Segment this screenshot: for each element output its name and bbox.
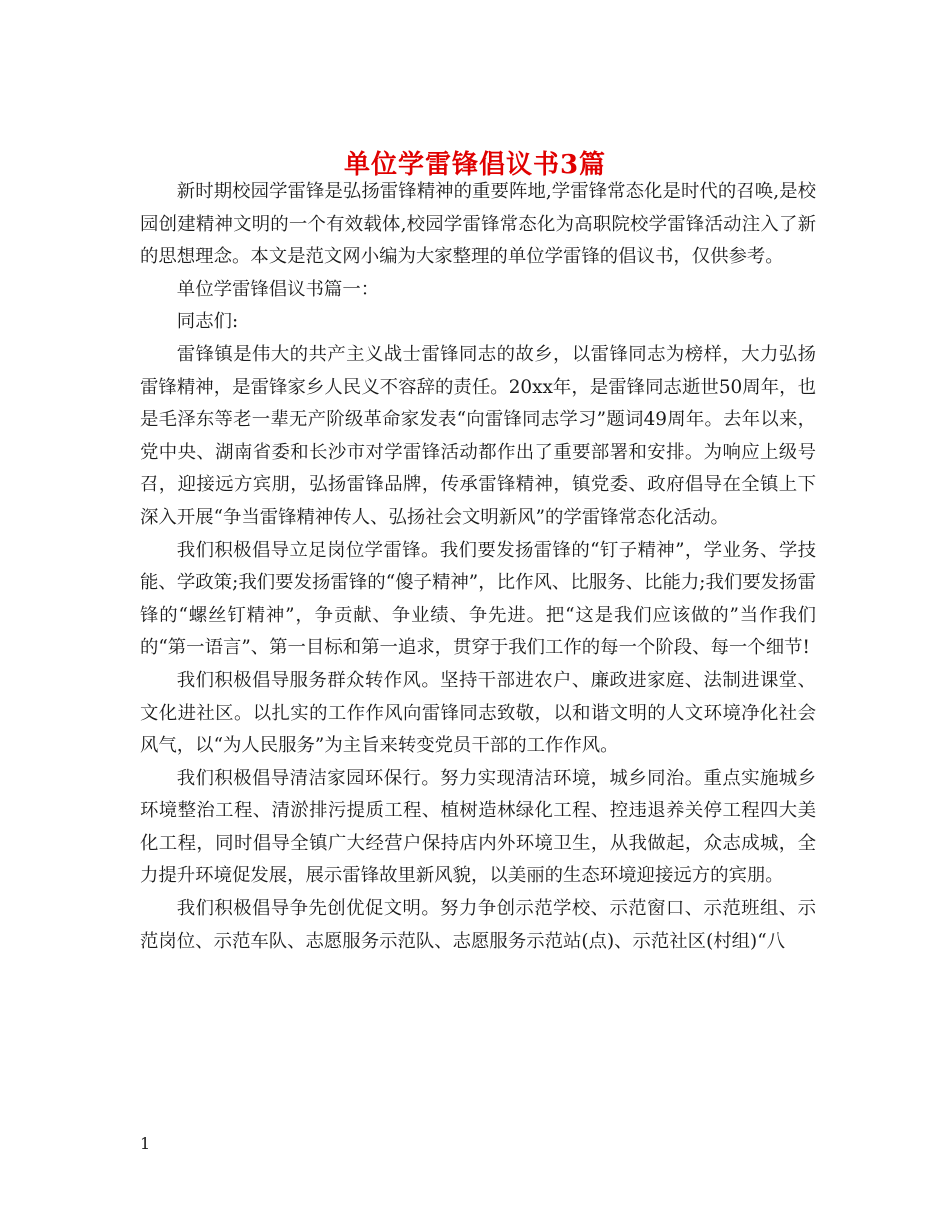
page-number: 1 — [140, 1134, 151, 1153]
document-title: 单位学雷锋倡议书3篇 — [343, 150, 607, 181]
paragraph-intro: 新时期校园学雷锋是弘扬雷锋精神的重要阵地,学雷锋常态化是时代的召唤,是校园创建精神文明的一个有效载体,校园学雷锋常态化为高职院校学雷锋活动注入了新的思想理念。本文是范文网小编为大家整理的单位学雷锋的倡议书，仅供参考。 — [140, 181, 816, 268]
paragraph-section-heading: 单位学雷锋倡议书篇一： — [176, 278, 380, 300]
paragraph-serve-people: 我们积极倡导服务群众转作风。坚持干部进农户、廉政进家庭、法制进课堂、文化进社区。以扎实的工作作风向雷锋同志致敬，以和谐文明的人文环境净化社会风气，以“为人民服务”为主旨来转变党员干部的工作作风。 — [140, 669, 816, 757]
paragraph-salutation: 同志们: — [176, 311, 239, 333]
paragraph-clean-home: 我们积极倡导清洁家园环保行。努力实现清洁环境，城乡同治。重点实施城乡环境整治工程、清淤排污提质工程、植树造林绿化工程、控违退养关停工程四大美化工程，同时倡导全镇广大经营户保持店内外环境卫生，从我做起，众志成城，全力提升环境促发展，展示雷锋故里新风貌，以美丽的生态环境迎接远方的宾朋。 — [140, 767, 816, 887]
paragraph-post-learning: 我们积极倡导立足岗位学雷锋。我们要发扬雷锋的“钉子精神”，学业务、学技能、学政策;我们要发扬雷锋的“傻子精神”，比作风、比服务、比能力;我们要发扬雷锋的“螺丝钉精神”，争贡献、争业绩、争先进。把“这是我们应该做的”当作我们的“第一语言”、第一目标和第一追求，贯穿于我们工作的每一个阶段、每一个细节! — [140, 539, 816, 659]
paragraph-civilization: 我们积极倡导争先创优促文明。努力争创示范学校、示范窗口、示范班组、示范岗位、示范车队、志愿服务示范队、志愿服务示范站(点)、示范社区(村组)“八 — [140, 898, 816, 952]
paragraph-background: 雷锋镇是伟大的共产主义战士雷锋同志的故乡，以雷锋同志为榜样，大力弘扬雷锋精神，是雷锋家乡人民义不容辞的责任。20xx年，是雷锋同志逝世50周年，也是毛泽东等老一辈无产阶级革命家发表“向雷锋同志学习”题词49周年。去年以来，党中央、湖南省委和长沙市对学雷锋活动都作出了重要部署和安排。为响应上级号召，迎接远方宾朋，弘扬雷锋品牌，传承雷锋精神，镇党委、政府倡导在全镇上下深入开展“争当雷锋精神传人、弘扬社会文明新风”的学雷锋常态化活动。 — [140, 343, 816, 528]
document-body — [140, 176, 816, 958]
